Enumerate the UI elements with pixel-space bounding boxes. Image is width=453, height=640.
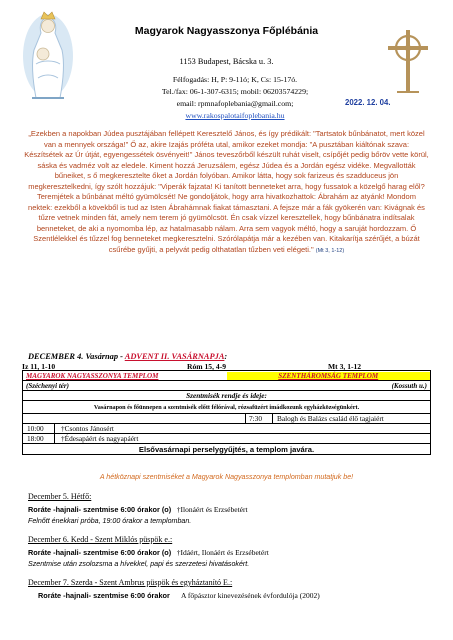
church-names-row xyxy=(23,371,430,381)
location-right: (Kossuth u.) xyxy=(391,381,427,390)
mass-intention: †Csontos Jánosért xyxy=(61,424,114,433)
mass-intention: Balogh és Balázs család élő tagjaiért xyxy=(277,414,384,423)
mass-label: Roráte -hajnali- szentmise 6:00 órakor (o) xyxy=(28,548,172,557)
gospel-text: „Ezekben a napokban Júdea pusztájában fellépett Keresztelő János, és így prédikált: "Tartsatok bűnbánatot, mert közel van a mennyek országa!" Ő az, akire Izajás próféta utal, amikor ezeket mondja: "A pusztában kiáltónak szava: Készítsétek az Úr útját, egyengessétek ösvényeit!" János teveszőrből készült ruhát viselt, csípőjét pedig bőröv vette körül, sáska és vadméz volt az eledele. Kiment hozzá Jeruzsálem, egész Júdea és a Jordán egész vidéke. Megvallották bűneiket, s ő megkeresztelte őket a Jordán folyóban. Amikor látta, hogy sok farizeus és szadduceus jön megkeresztelkedni, így szólt hozzájuk: "Viperák fajzata! Ki tanított benneteket arra, hogy fussatok a közelgő harag elől? Teremjétek a bűnbánat méltó gyümölcsét! Ne gondoljátok, hogy arra hivatkozhattok: Ábrahám az atyánk! Mondom nektek: ezekből a kövekből is tud az Isten Ábrahámnak fiakat támasztani. A fejsze már a fák gyökerén van: Kivágnak és tűzre vetnek minden fát, amely nem terem jó gyümölcsöt. Én csak vízzel keresztellek, hogy bűnbánatra indítsalak benneteket, de aki a nyomomba lép, az hatalmasabb nálam. Arra sem vagyok méltó, hogy a saruját hordozzam. Ő Szentlélekkel és tűzzel fog benneteket megkeresztelni. Szórólapátja már a kezében van. Kitakarítja szérűjét, a búzát csűrébe gyűjti, a pelyvát pedig olthatatlan tűzben veti elégeti." xyxy=(24,129,429,255)
reading-first: Iz 11, 1-10 xyxy=(22,362,56,371)
sunday-heading xyxy=(28,352,227,361)
bulletin-date: 2022. 12. 04. xyxy=(345,98,391,107)
mass-intention: †Édesapáért és nagyapáért xyxy=(61,434,139,443)
location-left: (Széchenyi tér) xyxy=(26,381,69,390)
mass-label: Roráte -hajnali- szentmise 6:00 órakor xyxy=(38,591,170,600)
gospel-quote xyxy=(24,129,429,257)
day-mass xyxy=(28,548,269,557)
website-link[interactable]: www.rakospalotaifoplebania.hu xyxy=(185,111,285,120)
gospel-reference: (Mt 3, 1-12) xyxy=(315,248,345,255)
mass-row xyxy=(23,424,430,434)
mass-intention: †Ilonáért és Erzsébetért xyxy=(176,505,248,514)
sunday-separator: - xyxy=(118,352,125,361)
reading-second: Róm 15, 4-9 xyxy=(187,362,227,371)
church-locations-row xyxy=(23,381,430,391)
sunday-date: DECEMBER 4. Vasárnap xyxy=(28,352,119,361)
mass-row xyxy=(23,434,430,444)
church-left: MAGYAROK NAGYASSZONYA TEMPLOM xyxy=(26,371,159,380)
mass-intention: A főpásztor kinevezésének évfordulója (2002) xyxy=(181,591,320,600)
madonna-logo-icon xyxy=(14,6,82,102)
mass-label: Roráte -hajnali- szentmise 6:00 órakor (o) xyxy=(28,505,172,514)
day-title: December 7. Szerda - Szent Ambrus püspök és egyháztanító E.: xyxy=(28,578,233,587)
church-right: SZENTHÁROMSÁG TEMPLOM xyxy=(227,372,431,380)
day-title: December 5. Hétfő: xyxy=(28,492,92,501)
day-title: December 6. Kedd - Szent Miklós püspök e.: xyxy=(28,535,173,544)
office-hours: Félfogadás: H, P: 9-11ó; K, Cs: 15-17ó. xyxy=(172,75,298,84)
day-note: Felnőtt énekkari próba, 19:00 órakor a templomban. xyxy=(28,517,192,525)
parish-address: 1153 Budapest, Bácska u. 3. xyxy=(179,57,274,66)
day-note: Szentmise után zsolozsma a hívekkel, papi és szerzetesi hivatásokért. xyxy=(28,560,250,568)
parish-title: Magyarok Nagyasszonya Főplébánia xyxy=(134,25,319,37)
email-line: email: rpmnafoplebania@gmail.com; xyxy=(176,99,294,108)
schedule-heading: Szentmisék rendje és ideje: xyxy=(23,391,430,401)
mass-time: 18:00 xyxy=(23,434,55,443)
phone-line: Tel./fax: 06-1-307-6315; mobil: 06203574229; xyxy=(161,87,309,96)
day-mass xyxy=(28,505,248,514)
mass-row xyxy=(23,414,430,424)
sunday-name: ADVENT II. VASÁRNAPJA xyxy=(124,352,225,361)
mass-time: 10:00 xyxy=(23,424,55,433)
mass-schedule-table xyxy=(22,370,431,455)
reading-gospel: Mt 3, 1-12 xyxy=(328,362,362,371)
mass-intention: †Idáért, Ilonáért és Erzsébetért xyxy=(176,548,269,557)
day-mass xyxy=(38,591,320,600)
rosary-note: Vasárnapon és főünnepen a szentmisék előtt félórával, rózsafüzért imádkozunk egyházközségünkért. xyxy=(23,401,430,414)
weekday-mass-notice: A hétköznapi szentmiséket a Magyarok Nagyasszonya templomban mutatjuk be! xyxy=(99,473,354,481)
sunday-suffix: : xyxy=(224,352,228,361)
mass-time: 7:30 xyxy=(245,414,273,423)
collection-note: Elsővasárnapi perselygyűjtés, a templom javára. xyxy=(138,444,315,454)
